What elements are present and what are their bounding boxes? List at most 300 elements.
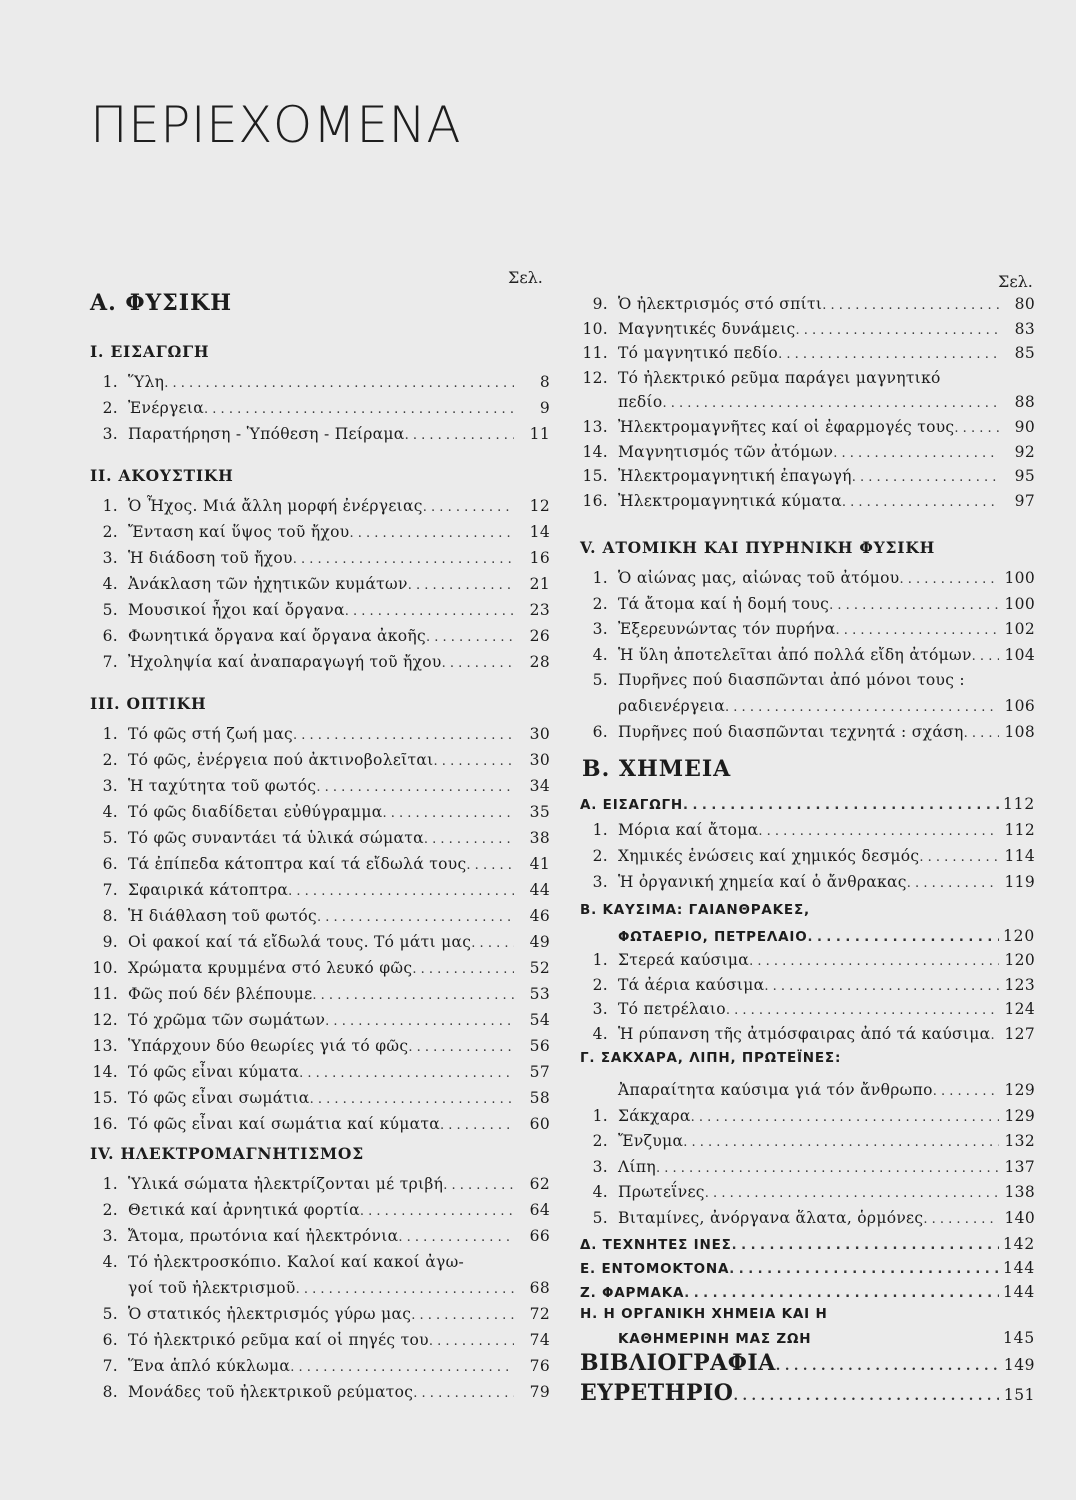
leader-dots [296,1276,514,1302]
part-b-title: Β. ΧΗΜΕΙΑ [582,756,732,782]
toc-row [580,317,1035,341]
entry-text: Λίπη [618,1157,656,1176]
page-number: 21 [529,575,550,593]
entry-text: Ἠλεκτρομαγνητική ἐπαγωγή [618,467,852,486]
toc-row [90,396,550,420]
page-number: 30 [529,751,550,769]
page-number: 56 [529,1037,550,1055]
entry-number: 3. [102,549,118,567]
toc-row [580,440,1035,464]
toc-row [90,370,550,394]
entry-text: Σάκχαρα [618,1107,691,1125]
entry-text: Οἱ φακοί καί τά εἴδωλά τους. Τό μάτι μας [128,933,472,951]
page-number: 76 [529,1357,550,1375]
page-number: 145 [1003,1329,1035,1347]
leader-dots [733,1378,999,1412]
page-number: 120 [1003,927,1035,945]
bibliography-row [580,1348,1035,1378]
toc-row [90,598,550,622]
page-number: 100 [1004,569,1035,587]
entry-number: 12. [92,1011,118,1029]
toc-row [90,624,550,648]
leader-dots [434,748,514,774]
entry-text: Ἡ διάθλαση τοῦ φωτός [128,907,317,925]
entry-text: Φωνητικά ὄργανα καί ὄργανα ἀκοῆς [128,627,426,645]
entry-number: 3. [592,873,608,891]
leader-dots [317,904,514,930]
entry-number: 1. [102,725,118,743]
toc-row [580,415,1035,439]
subsection-title: Ε. ΕΝΤΟΜΟΚΤΟΝΑ [580,1261,730,1277]
entry-text: Πρωτεΐνες [618,1183,705,1202]
page-number: 44 [529,881,550,899]
toc-row [90,748,550,772]
toc-row-continuation [580,390,1035,414]
toc-row [580,292,1035,316]
entry-number: 15. [582,467,608,486]
toc-row [90,1172,550,1196]
toc-row [580,1180,1035,1204]
toc-row [580,1078,1035,1102]
entry-number: 7. [102,1357,118,1375]
entry-text: Τό φῶς εἶναι σωμάτια [128,1089,310,1107]
entry-number: 2. [592,847,608,865]
toc-row [90,494,550,518]
entry-text: Τό ἠλεκτρικό ρεῦμα παράγει μαγνητικό [618,368,941,387]
leader-dots [964,720,999,746]
entry-text: Τό φῶς εἶναι κύματα [128,1063,300,1081]
leader-dots [808,925,1000,950]
subsection-title: Α. ΕΙΣΑΓΩΓΗ [580,797,683,813]
entry-number: 6. [102,855,118,873]
toc-row [90,1086,550,1110]
entry-number: 4. [592,1183,608,1202]
leader-dots [829,592,999,618]
subsection-title-cont: ΚΑΘΗΜΕΡΙΝΗ ΜΑΣ ΖΩΗ [618,1331,812,1347]
page-number: 74 [529,1331,550,1349]
entry-number: 3. [592,1157,608,1176]
toc-row [580,464,1035,488]
entry-text: Τό πετρέλαιο [618,1000,726,1018]
leader-dots [310,1086,514,1112]
entry-text: Μαγνητικές δυνάμεις [618,319,796,338]
leader-dots [919,844,999,870]
section-title: III. ΟΠΤΙΚΗ [90,694,207,713]
leader-dots [316,774,514,800]
toc-row [580,844,1035,868]
entry-number: 5. [102,829,118,847]
page-number: 127 [1004,1024,1035,1043]
entry-text-cont: γοί τοῦ ἠλεκτρισμοῦ [128,1279,296,1297]
page-number: 49 [529,933,550,951]
entry-text: Τό φῶς στή ζωή μας [128,725,293,743]
leader-dots [466,852,514,878]
entry-text: Μονάδες τοῦ ἠλεκτρικοῦ ρεύματος [128,1383,414,1401]
entry-number: 1. [592,821,608,839]
entry-number: 14. [582,442,608,461]
page-number: 119 [1004,873,1035,891]
entry-number: 1. [592,569,608,587]
entry-number: 13. [92,1037,118,1055]
leader-dots [424,826,514,852]
toc-row [580,489,1035,513]
entry-number: 11. [92,985,118,1003]
leader-dots [749,948,999,974]
entry-text: Πυρῆνες πού διασπῶνται τεχνητά : σχάση [618,722,964,741]
toc-row [90,1034,550,1058]
toc-row [90,956,550,980]
subsection-row [580,1326,1035,1350]
toc-row [580,1155,1035,1179]
toc-row [90,930,550,954]
page-number: 149 [1003,1356,1035,1374]
page-number: 124 [1004,1000,1035,1018]
entry-number: 2. [102,751,118,769]
leader-dots [852,464,999,490]
entry-number: 16. [582,491,608,510]
page-number: 90 [1014,418,1035,436]
page-number: 35 [529,803,550,821]
page-number: 138 [1004,1183,1035,1202]
entry-number: 2. [102,1201,118,1219]
toc-row [90,1354,550,1378]
toc-row [90,1250,550,1274]
page-number: 144 [1003,1259,1035,1277]
entry-text: Ὁ Ἦχος. Μιά ἄλλη μορφή ἐνέργειας [128,497,423,515]
entry-number: 7. [102,653,118,671]
page-number: 137 [1004,1157,1035,1176]
entry-number: 3. [592,620,608,639]
toc-row [580,997,1035,1021]
page-number: 100 [1004,594,1035,613]
leader-dots [776,1348,999,1382]
toc-row [90,650,550,674]
entry-number: 1. [102,1175,118,1193]
entry-number: 12. [582,368,608,387]
leader-dots [293,546,514,572]
page-number: 112 [1004,821,1035,839]
entry-text: Σφαιρικά κάτοπτρα [128,881,289,899]
leader-dots [684,1281,999,1306]
entry-number: 16. [92,1115,118,1133]
toc-row [580,668,1035,692]
page-number: 129 [1004,1081,1035,1099]
leader-dots [293,722,514,748]
page-number: 64 [529,1201,550,1219]
entry-text: Τό φῶς, ἐνέργεια πού ἀκτινοβολεῖται [128,751,434,769]
toc-row [580,341,1035,365]
entry-text: Τό χρῶμα τῶν σωμάτων [128,1011,326,1029]
entry-number: 6. [102,627,118,645]
entry-number: 9. [592,295,608,313]
leader-dots [345,598,514,624]
entry-number: 2. [102,399,118,417]
page-number: 151 [1003,1386,1035,1404]
toc-row [580,818,1035,842]
leader-dots [408,1034,514,1060]
entry-text: Ἠχοληψία καί ἀναπαραγωγή τοῦ ἤχου [128,653,442,671]
entry-number: 1. [592,1107,608,1125]
page-number: 114 [1004,847,1035,865]
leader-dots [729,1257,999,1282]
subsection-row [580,924,1035,948]
page-number: 83 [1014,319,1035,338]
entry-number: 3. [592,1000,608,1018]
page-number: 80 [1014,295,1035,313]
entry-number: 1. [102,373,118,391]
page-number: 85 [1014,344,1035,363]
page-number: 34 [529,777,550,795]
entry-number: 4. [592,645,608,664]
leader-dots [382,800,514,826]
page-number: 106 [1004,697,1035,715]
entry-text: Ἡ ὀργανική χημεία καί ὁ ἄνθρακας [618,873,907,891]
leader-dots [471,930,514,956]
entry-text: Θετικά καί ἀρνητικά φορτία [128,1201,360,1219]
index-title: ΕΥΡΕΤΗΡΙΟ [580,1380,734,1406]
page-number: 120 [1004,951,1035,969]
toc-row [580,592,1035,616]
entry-number: 1. [592,951,608,969]
page-number: 140 [1004,1208,1035,1227]
page-number: 57 [529,1063,550,1081]
entry-text: Ὕλη [128,373,165,391]
leader-dots [725,694,999,720]
entry-text: Τό μαγνητικό πεδίο [618,344,779,363]
toc-row [580,1022,1035,1046]
entry-text: Τά ἐπίπεδα κάτοπτρα καί τά εἴδωλά τους [128,855,467,873]
section-title: II. ΑΚΟΥΣΤΙΚΗ [90,466,234,485]
leader-dots [442,650,514,676]
entry-text: Ἡ διάδοση τοῦ ἤχου [128,549,293,567]
entry-text: Τό ἠλεκτροσκόπιο. Καλοί καί κακοί ἀγω- [128,1253,465,1271]
entry-number: 1. [102,497,118,515]
entry-number: 2. [102,523,118,541]
page-number: 72 [529,1305,550,1323]
toc-row [90,1198,550,1222]
page-number: 14 [529,523,550,541]
entry-text: Μουσικοί ἦχοι καί ὄργανα [128,601,345,619]
leader-dots [204,396,514,422]
leader-dots [299,1060,514,1086]
entry-text: Τά ἄτομα καί ἡ δομή τους [618,594,830,613]
page-number: 88 [1014,393,1035,412]
entry-text: Τό φῶς συναντάει τά ὑλικά σώματα [128,829,424,847]
entry-number: 2. [592,1132,608,1151]
entry-text: Βιταμίνες, ἀνόργανα ἅλατα, ὁρμόνες [618,1208,924,1227]
entry-number: 4. [102,803,118,821]
leader-dots [732,1233,999,1258]
entry-number: 3. [102,1227,118,1245]
subsection-row [580,1256,1035,1280]
entry-number: 5. [102,1305,118,1323]
page-number: 58 [529,1089,550,1107]
entry-number: 5. [592,1208,608,1227]
leader-dots [683,793,999,818]
page-number: 23 [529,601,550,619]
page-column-label: Σελ. [998,272,1033,291]
leader-dots [907,870,999,896]
leader-dots [899,566,999,592]
leader-dots [705,1180,999,1206]
entry-number: 6. [592,722,608,741]
page-number: 102 [1004,620,1035,639]
page-number: 95 [1014,467,1035,486]
entry-number: 6. [102,1331,118,1349]
leader-dots [764,973,999,999]
entry-number: 2. [592,594,608,613]
page-number: 41 [529,855,550,873]
entry-number: 5. [102,601,118,619]
leader-dots [833,440,999,466]
leader-dots [656,1155,999,1181]
page-number: 144 [1003,1283,1035,1301]
entry-text: Παρατήρηση - Ὑπόθεση - Πείραμα [128,425,405,443]
leader-dots [312,982,514,1008]
toc-row [580,720,1035,744]
toc-row-continuation [90,1276,550,1300]
entry-text: Χρώματα κρυμμένα στό λευκό φῶς [128,959,413,977]
entry-number: 10. [582,319,608,338]
page-number: 46 [529,907,550,925]
toc-row [90,1302,550,1326]
page-number: 62 [529,1175,550,1193]
page-number: 123 [1004,975,1035,994]
toc-row [580,617,1035,641]
entry-number: 4. [102,1253,118,1271]
toc-row [90,982,550,1006]
leader-dots [426,624,514,650]
entry-text: Ἐνέργεια [128,399,205,417]
entry-number: 10. [92,959,118,977]
page-column-label: Σελ. [508,268,543,287]
page-number: 26 [529,627,550,645]
entry-text: Ἕνα ἁπλό κύκλωμα [128,1357,291,1375]
entry-number: 9. [102,933,118,951]
entry-text: Τό φῶς εἶναι καί σωμάτια καί κύματα [128,1115,441,1133]
toc-row [580,366,1035,390]
section-title: V. ΑΤΟΜΙΚΗ ΚΑΙ ΠΥΡΗΝΙΚΗ ΦΥΣΙΚΗ [580,538,936,557]
toc-row [90,572,550,596]
subsection-title: Ζ. ΦΑΡΜΑΚΑ [580,1285,685,1301]
page-number: 52 [529,959,550,977]
entry-text: Πυρῆνες πού διασπῶνται ἀπό μόνοι τους : [618,671,965,690]
entry-number: 2. [592,975,608,994]
entry-text: Φῶς πού δέν βλέπουμε [128,985,313,1003]
page-number: 30 [529,725,550,743]
subsection-title-cont: ΦΩΤΑΕΡΙΟ, ΠΕΤΡΕΛΑΙΟ [618,929,808,945]
subsection-title: Γ. ΣΑΚΧΑΡΑ, ΛΙΠΗ, ΠΡΩΤΕΪΝΕΣ: [580,1050,842,1066]
toc-row [90,422,550,446]
subsection-title: Β. ΚΑΥΣΙΜΑ: ΓΑΙΑΝΘΡΑΚΕΣ, [580,902,810,918]
page-number: 11 [529,425,550,443]
index-row [580,1378,1035,1408]
page-number: 28 [529,653,550,671]
entry-text: Μαγνητισμός τῶν ἀτόμων [618,442,834,461]
leader-dots [325,1008,514,1034]
page-number: 38 [529,829,550,847]
page-number: 60 [529,1115,550,1133]
toc-row [90,1224,550,1248]
toc-row [580,973,1035,997]
toc-row [90,722,550,746]
entry-text: Ὁ ἠλεκτρισμός στό σπίτι [618,295,823,313]
toc-row [90,546,550,570]
toc-row [580,870,1035,894]
toc-row [580,566,1035,590]
entry-number: 15. [92,1089,118,1107]
toc-row [90,1328,550,1352]
leader-dots [408,572,514,598]
entry-number: 8. [102,1383,118,1401]
entry-text: Ἀνάκλαση τῶν ἠχητικῶν κυμάτων [128,575,408,593]
leader-dots [691,1104,999,1130]
toc-row [90,1008,550,1032]
leader-dots [990,1022,999,1048]
entry-text: Ἡ ρύπανση τῆς ἀτμόσφαιρας ἀπό τά καύσιμα [618,1024,991,1043]
entry-text: Ὑπάρχουν δύο θεωρίες γιά τό φῶς [128,1037,409,1055]
leader-dots [726,997,999,1023]
entry-text: Ἠλεκτρομαγνῆτες καί οἱ ἐφαρμογές τους [618,418,955,436]
entry-number: 7. [102,881,118,899]
toc-row [580,948,1035,972]
leader-dots [290,1354,514,1380]
page-number: 12 [529,497,550,515]
toc-row [90,1112,550,1136]
subsection-row [580,1232,1035,1256]
toc-row [90,852,550,876]
toc-row [90,1380,550,1404]
entry-number: 14. [92,1063,118,1081]
entry-text: Μόρια καί ἄτομα [618,821,759,839]
entry-text: Ἀπαραίτητα καύσιμα γιά τόν ἄνθρωπο [618,1081,933,1099]
page-number: 68 [529,1279,550,1297]
entry-text-cont: ραδιενέργεια [618,697,726,715]
leader-dots [412,956,514,982]
entry-text: Ἔνζυμα [618,1132,684,1151]
entry-number: 4. [592,1024,608,1043]
part-a-title: Α. ΦΥΣΙΚΗ [90,290,233,316]
page-number: 79 [529,1383,550,1401]
subsection-row [580,1280,1035,1304]
page-number: 53 [529,985,550,1003]
entry-text: Ἡ ὕλη ἀποτελεῖται ἀπό πολλά εἴδη ἀτόμων [618,645,972,664]
toc-row [90,826,550,850]
leader-dots [398,1224,514,1250]
section-title: I. ΕΙΣΑΓΩΓΗ [90,342,210,361]
leader-dots [164,370,514,396]
leader-dots [429,1328,514,1354]
subsection-row [580,792,1035,816]
subsection-title: Η. Η ΟΡΓΑΝΙΚΗ ΧΗΜΕΙΑ ΚΑΙ Η [580,1306,828,1322]
entry-text: Τά ἀέρια καύσιμα [618,975,765,994]
page-number: 142 [1003,1235,1035,1253]
leader-dots [413,1380,514,1406]
entry-text: Ὁ αἰώνας μας, αἰώνας τοῦ ἀτόμου [618,569,900,587]
entry-text: Χημικές ἑνώσεις καί χημικός δεσμός [618,847,920,865]
entry-number: 3. [102,425,118,443]
entry-number: 3. [102,777,118,795]
leader-dots [972,643,999,669]
leader-dots [288,878,514,904]
entry-number: 11. [582,344,608,363]
page-number: 97 [1014,491,1035,510]
toc-row [580,643,1035,667]
section-title: IV. ΗΛΕΚΤΡΟΜΑΓΝΗΤΙΣΜΟΣ [90,1144,364,1163]
entry-text: Ἔνταση καί ὕψος τοῦ ἤχου [128,523,350,541]
entry-number: 13. [582,418,608,436]
leader-dots [662,390,999,416]
